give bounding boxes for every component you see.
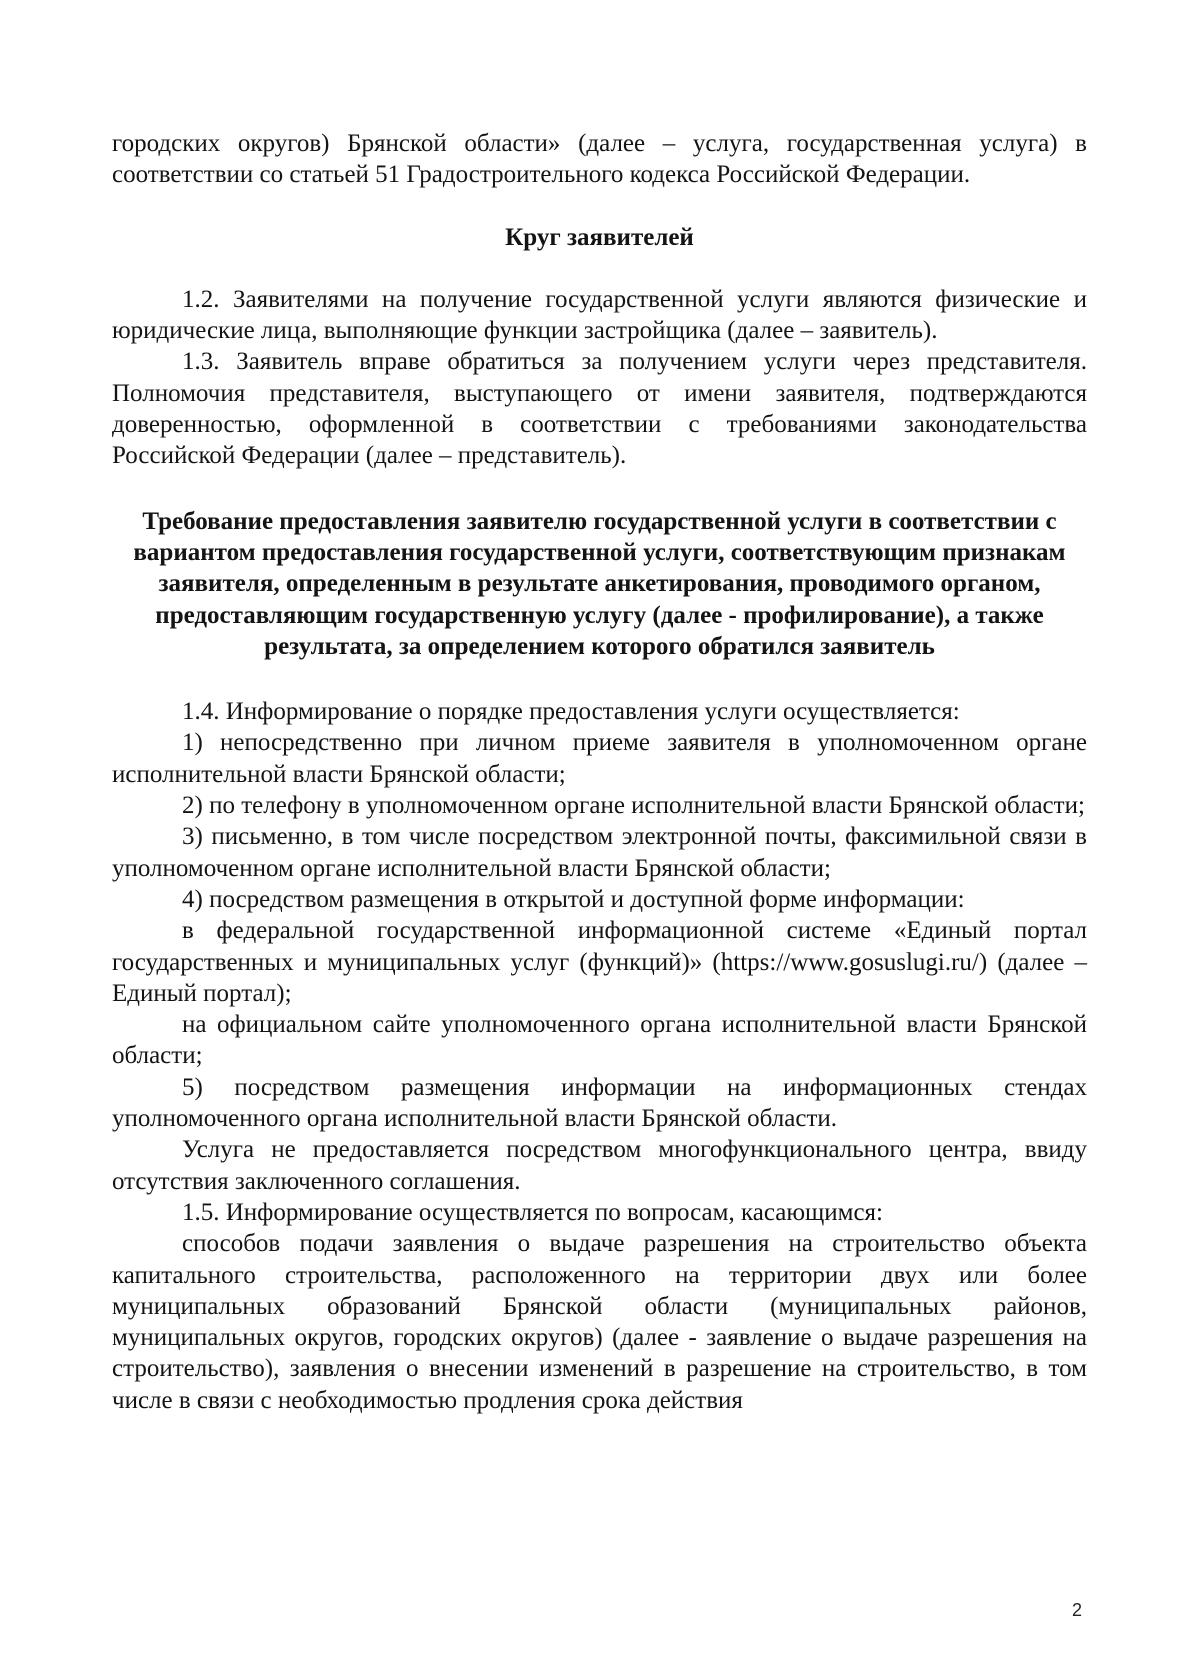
paragraph-1-4-item-1: 1) непосредственно при личном приеме заявителя в уполномоченном органе исполнительной власти Брянской области; bbox=[112, 729, 1087, 788]
document-page bbox=[112, 128, 1087, 1416]
paragraph-1-3: 1.3. Заявитель вправе обратиться за получением услуги через представителя. Полномочия представителя, выступающего от имени заявителя, подтверждаются доверенностью, оформленной в соответствии с требованиями законодательства Российской Федерации (далее – представитель). bbox=[112, 348, 1087, 470]
paragraph-1-4-item-4b: на официальном сайте уполномоченного органа исполнительной власти Брянской области; bbox=[112, 1011, 1087, 1070]
paragraph-1-5: 1.5. Информирование осуществляется по вопросам, касающимся: bbox=[182, 1198, 883, 1226]
heading-requirement: Требование предоставления заявителю государственной услуги в соответствии с вариантом предоставления государственной услуги, соответствующим признакам заявителя, определенным в результате анкетирования, проводимого органом, предоставляющим государственную услугу (далее - профилирование), а также результата, за определением которого обратился заявитель bbox=[133, 507, 1066, 660]
paragraph-1-4-item-4a: в федеральной государственной информационной системе «Единый портал государственных и муниципальных услуг (функций)» (https://www.gosuslugi.ru/) (далее – Единый портал); bbox=[112, 917, 1087, 1007]
paragraph-mfc: Услуга не предоставляется посредством многофункционального центра, ввиду отсутствия заключенного соглашения. bbox=[112, 1136, 1087, 1195]
page-number: 2 bbox=[1072, 1600, 1083, 1620]
paragraph-1-2: 1.2. Заявителями на получение государственной услуги являются физические и юридические лица, выполняющие функции застройщика (далее – заявитель). bbox=[112, 285, 1087, 345]
heading-applicants: Круг заявителей bbox=[505, 223, 694, 251]
paragraph-1-4-item-4: 4) посредством размещения в открытой и доступной форме информации: bbox=[182, 885, 965, 913]
paragraph-1-4-item-5: 5) посредством размещения информации на информационных стендах уполномоченного органа исполнительной власти Брянской области. bbox=[112, 1073, 1087, 1133]
intro-paragraph: городских округов) Брянской области» (далее – услуга, государственная услуга) в соответствии со статьей 51 Градостроительного кодекса Российской Федерации. bbox=[112, 130, 1087, 189]
paragraph-1-4-item-2: 2) по телефону в уполномоченном органе исполнительной власти Брянской области; bbox=[182, 792, 1085, 820]
paragraph-1-5-a: способов подачи заявления о выдаче разрешения на строительство объекта капитального строительства, расположенного на территории двух или более муниципальных образований Брянской области (муниципальных районов, муниципальных округов, городских округов) (далее - заявление о выдаче разрешения на строительство), заявления о внесении изменений в разрешение на строительство, в том числе в связи с необходимостью продления срока действия bbox=[112, 1230, 1087, 1414]
paragraph-1-4-item-3: 3) письменно, в том числе посредством электронной почты, факсимильной связи в уполномоченном органе исполнительной власти Брянской области; bbox=[112, 823, 1087, 882]
paragraph-1-4: 1.4. Информирование о порядке предоставления услуги осуществляется: bbox=[182, 698, 960, 726]
